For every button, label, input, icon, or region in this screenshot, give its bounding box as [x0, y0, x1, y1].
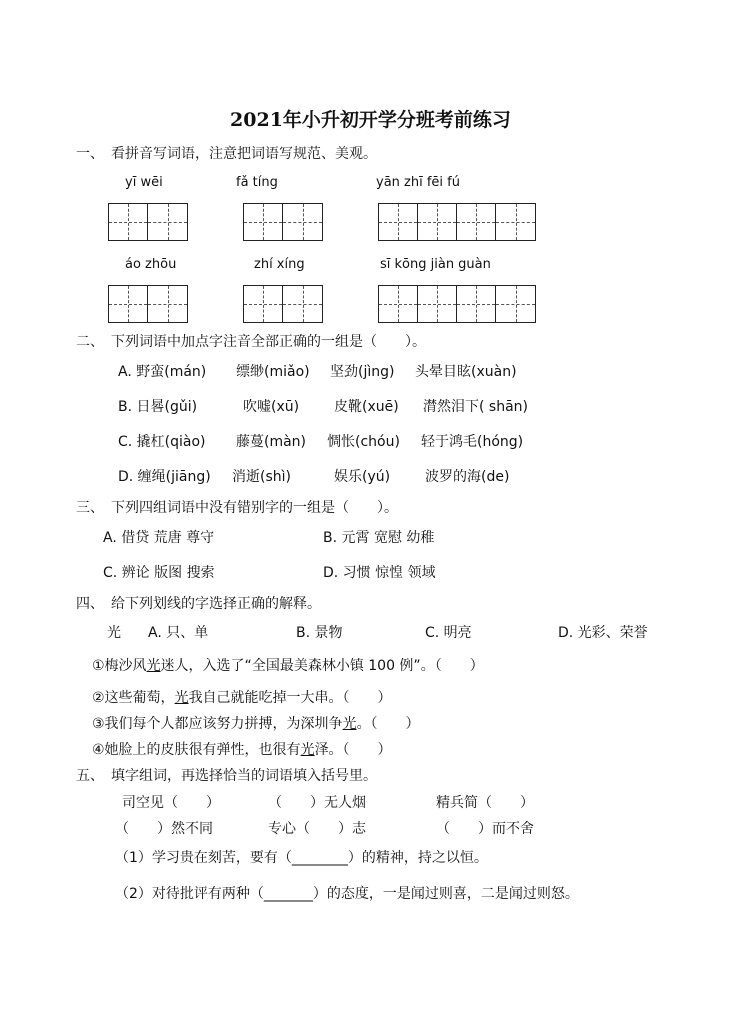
option-item: 缥缈(miǎo): [236, 364, 310, 380]
answer-grid[interactable]: [108, 285, 188, 323]
grid-cell[interactable]: [457, 204, 496, 240]
option-item: 坚劲(jìng): [330, 364, 395, 380]
sentence-item: [92, 689, 392, 707]
option-item: C. 辨论 版图 搜索: [103, 565, 215, 581]
sentence-text: 我自己就能吃掉一大串。（ ）: [188, 690, 392, 706]
grid-cell[interactable]: [283, 286, 322, 322]
section-4-heading: 四、 给下列划线的字选择正确的解释。: [76, 596, 321, 612]
answer-grid[interactable]: [378, 203, 536, 241]
option-item: 惆怅(chóu): [327, 434, 400, 450]
option-item: B. 元霄 宽慰 幼稚: [323, 530, 435, 546]
grid-cell[interactable]: [379, 204, 418, 240]
fill-item: 司空见（ ）: [122, 795, 220, 811]
option-item: A. 只、单: [148, 625, 209, 641]
grid-cell[interactable]: [244, 286, 283, 322]
pinyin-label: zhí xíng: [254, 257, 305, 272]
grid-cell[interactable]: [109, 286, 148, 322]
grid-cell[interactable]: [148, 204, 187, 240]
option-item: A. 借贷 荒唐 尊守: [103, 530, 215, 546]
option-item: 波罗的海(de): [425, 469, 510, 485]
option-item: D. 习惯 惊惶 领域: [323, 565, 436, 581]
section-3-heading: 三、 下列四组词语中没有错别字的一组是（ ）。: [76, 500, 398, 516]
grid-cell[interactable]: [496, 286, 535, 322]
grid-cell[interactable]: [379, 286, 418, 322]
answer-grid[interactable]: [108, 203, 188, 241]
answer-grid[interactable]: [378, 285, 536, 323]
pinyin-label: fǎ tíng: [236, 175, 278, 190]
grid-cell[interactable]: [496, 204, 535, 240]
fill-item: 专心（ ）志: [268, 821, 366, 837]
pinyin-label: sī kōng jiàn guàn: [380, 257, 491, 272]
grid-cell[interactable]: [148, 286, 187, 322]
fill-item: （ ）然不同: [115, 821, 213, 837]
fill-item: （ ）无人烟: [268, 795, 366, 811]
option-item: 潸然泪下( shān): [423, 399, 528, 415]
grid-cell[interactable]: [418, 286, 457, 322]
sentence-text: 。（ ）: [356, 716, 420, 732]
answer-grid[interactable]: [243, 285, 323, 323]
sentence-text: ③我们每个人都应该努力拼搏，为深圳争: [92, 716, 343, 732]
underlined-word: 光: [174, 690, 189, 706]
grid-cell[interactable]: [418, 204, 457, 240]
option-item: 轻于鸿毛(hóng): [421, 434, 524, 450]
section-2-heading: 二、 下列词语中加点字注音全部正确的一组是（ ）。: [76, 334, 426, 350]
underlined-word: 光: [342, 716, 357, 732]
option-item: D. 光彩、荣誉: [558, 625, 648, 641]
option-item: 娱乐(yú): [334, 469, 391, 485]
sentence-item: [92, 657, 484, 675]
section-5-heading: 五、 填字组词，再选择恰当的词语填入括号里。: [76, 768, 377, 784]
answer-grid[interactable]: [243, 203, 323, 241]
option-item: D. 缠绳(jiāng): [118, 469, 211, 485]
sentence-text: ④她脸上的皮肤很有弹性，也很有: [92, 742, 301, 758]
page-title: 2021年小升初开学分班考前练习: [230, 109, 511, 131]
option-item: 藤蔓(màn): [236, 434, 307, 450]
option-item: A. 野蛮(mán): [118, 364, 207, 380]
grid-cell[interactable]: [109, 204, 148, 240]
pinyin-label: áo zhōu: [125, 257, 177, 272]
option-item: C. 明亮: [425, 625, 472, 641]
pinyin-label: yī wēi: [125, 175, 163, 190]
option-item: B. 日晷(gǔi): [118, 399, 198, 415]
question-item: （2）对待批评有两种（_______）的态度，一是闻过则喜，二是闻过则怒。: [115, 886, 579, 902]
option-item: B. 景物: [296, 625, 343, 641]
sentence-text: ②这些葡萄，: [92, 690, 175, 706]
sentence-text: ①梅沙风: [92, 658, 147, 674]
option-item: 吹嘘(xū): [243, 399, 300, 415]
sentence-item: [92, 741, 392, 759]
option-item: 头晕目眩(xuàn): [415, 364, 517, 380]
underlined-word: 光: [146, 658, 161, 674]
question-item: （1）学习贵在刻苦，要有（________）的精神，持之以恒。: [115, 850, 488, 866]
grid-cell[interactable]: [244, 204, 283, 240]
grid-cell[interactable]: [457, 286, 496, 322]
option-item: 皮靴(xuē): [334, 399, 399, 415]
pinyin-label: yān zhī fēi fú: [376, 175, 460, 190]
sentence-item: [92, 715, 420, 733]
option-item: 消逝(shì): [232, 469, 291, 485]
target-word: 光: [107, 625, 121, 641]
section-1-heading: 一、 看拼音写词语，注意把词语写规范、美观。: [76, 146, 377, 162]
option-item: C. 撬杠(qiào): [118, 434, 206, 450]
fill-item: （ ）而不舍: [436, 821, 534, 837]
underlined-word: 光: [300, 742, 315, 758]
grid-cell[interactable]: [283, 204, 322, 240]
sentence-text: 泽。（ ）: [314, 742, 392, 758]
fill-item: 精兵简（ ）: [436, 795, 534, 811]
sentence-text: 迷人，入选了“全国最美森林小镇 100 例”。（ ）: [160, 658, 484, 674]
